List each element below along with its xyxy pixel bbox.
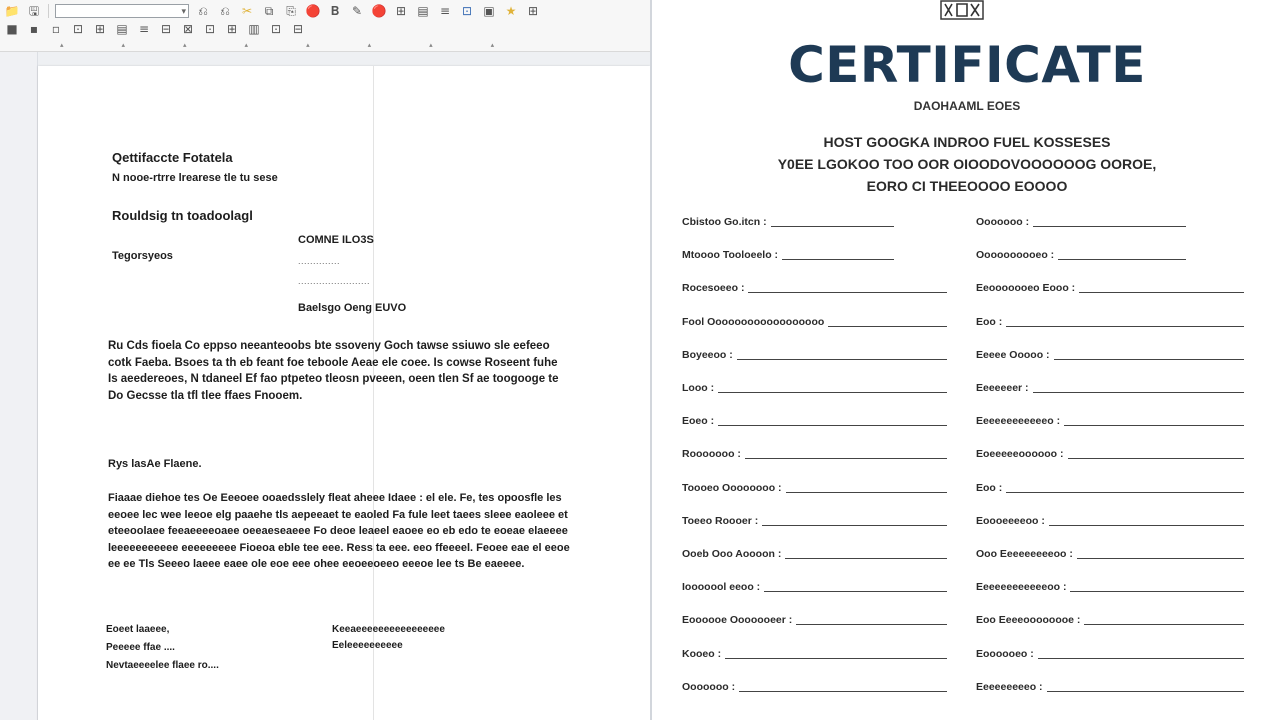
insert-table-icon[interactable]: ⊞ [94,22,106,36]
left-field-input-line[interactable] [762,525,947,526]
signature-line: Eoeet laaeee, [106,624,170,635]
right-field [976,278,1244,294]
right-field-label: Eeeee Ooooo : [976,348,1050,361]
left-field-label: Ooeb Ooo Aoooon : [682,548,782,560]
left-field-input-line[interactable] [785,558,947,559]
right-field-input-line[interactable] [1070,591,1244,592]
layout-icon[interactable]: ⊞ [226,22,238,36]
right-field-input-line[interactable] [1047,691,1244,692]
right-field-input-line[interactable] [1049,525,1244,526]
undo-icon[interactable]: ⎌ [198,4,208,18]
right-field [976,245,1186,261]
left-field-input-line[interactable] [828,326,947,327]
ruler-tick: ▴ [244,42,249,49]
right-field-input-line[interactable] [1068,458,1244,459]
right-field-input-line[interactable] [1079,292,1244,293]
right-field-label: Oooooooooeo : [976,249,1055,262]
signature-line: Nevtaeeeelee flaee ro.... [106,660,219,671]
doc-dotted-line: .............. [298,256,341,266]
open-folder-icon[interactable]: 📁 [4,4,20,18]
left-field [682,345,947,361]
right-field-input-line[interactable] [1054,359,1244,360]
grid-icon[interactable]: ⊞ [527,4,539,18]
right-field-label: Eeeeeeeeeeeeo : [976,415,1061,428]
right-field-label: Eeeeeeer : [976,382,1029,394]
right-field [976,577,1244,593]
list-icon[interactable]: ▤ [417,4,429,18]
left-field [682,610,947,626]
left-field-label: Cbistoo Go.itcn : [682,216,767,228]
doc-heading: Qettifaccte Fotatela [112,150,233,165]
doc-subheading: Rys lasAe Flaene. [108,458,202,470]
right-field [976,478,1244,494]
left-field-label: Eoooooe Ooooooeer : [682,614,793,627]
left-field [682,644,947,660]
right-field-label: Ooooooo : [976,216,1030,228]
left-field [682,245,894,261]
left-field-label: Fool Oooooooooooooooooo [682,315,825,328]
left-field-label: Mtoooo Tooloeelo : [682,249,779,262]
toolbar-row-main [4,2,541,20]
right-field [976,677,1244,693]
table-icon[interactable]: ⊞ [395,4,407,18]
font-name-combobox[interactable] [55,4,189,18]
columns-icon[interactable]: ▤ [116,22,128,36]
doc-center-title: COMNE ILO3S [298,234,374,246]
ruler-tick: ▴ [306,42,310,49]
cut-icon[interactable]: ✂ [241,4,253,18]
left-field-label: Iooooool eeoo : [682,581,761,594]
right-field-label: Eeeeeeeeeo : [976,680,1043,693]
picture-icon[interactable]: ⊡ [461,4,473,18]
border-icon[interactable]: ⊡ [72,22,84,36]
left-field [682,312,947,328]
signature-line: Keeaeeeeeeeeeeeeeeee [332,624,445,635]
right-field-input-line[interactable] [1033,226,1186,227]
indent-icon[interactable]: ▫ [51,22,61,36]
doc-dotted-line: ........................ [298,276,371,286]
left-field [682,411,947,427]
left-field [682,511,947,527]
right-field-label: Eeooooooeo Eooo : [976,282,1076,295]
right-field-label: Eoooooeo : [976,647,1034,660]
style-icon[interactable]: ■ [6,22,18,36]
left-field-input-line[interactable] [725,658,947,659]
right-field-label: Ooo Eeeeeeeeeoo : [976,548,1073,560]
toolbar-row-secondary [4,22,306,36]
right-field [976,511,1244,527]
left-field-label: Kooeo : [682,647,722,660]
certificate-subtitle: DAOHAAML EOES [913,99,1021,113]
left-field-input-line[interactable] [718,425,947,426]
left-field [682,212,894,228]
right-field-label: Eeeeeeeeeeeeoo : [976,581,1067,594]
doc-label: Tegorsyeos [112,250,173,262]
right-field-input-line[interactable] [1006,326,1244,327]
certificate-form [654,0,1280,720]
chart-icon[interactable]: ⊠ [182,22,194,36]
left-field-input-line[interactable] [737,359,947,360]
left-field [682,378,947,394]
left-field-input-line[interactable] [718,392,947,393]
left-field [682,478,947,494]
right-field-input-line[interactable] [1064,425,1244,426]
left-field-label: Boyeeoo : [682,348,733,361]
certificate-intro-line: HOST GOOGKA INDROO FUEL KOSSESES [823,134,1111,150]
save-icon[interactable]: 🖫 [28,4,40,18]
ruler-tick: ▴ [183,42,187,49]
edit-icon[interactable]: ✎ [351,4,363,18]
options-icon[interactable]: ⊟ [292,22,304,36]
right-field-label: Eoo : [976,481,1003,494]
left-field-input-line[interactable] [796,624,947,625]
right-field [976,544,1244,560]
seal-emblem-icon [940,0,984,20]
left-field [682,544,947,560]
doc-heading-2: Rouldsig tn toadoolagl [112,208,253,223]
right-field [976,345,1244,361]
right-field-label: Eoooeeeeoo : [976,514,1045,527]
duplicate-icon[interactable]: ⎘ [286,4,296,18]
doc-center-heading: Baelsgo Oeng EUVO [298,302,407,314]
shape-icon[interactable]: ⊟ [160,22,172,36]
star-icon[interactable]: ★ [505,4,517,18]
left-field-label: Rocesoeeo : [682,282,745,295]
left-field [682,278,947,294]
right-field-label: Eoo : [976,315,1003,328]
signature-line: Eeleeeeeeeeee [332,640,403,651]
ribbon-toolbar [0,0,652,52]
right-field-input-line[interactable] [1077,558,1244,559]
chevron-down-icon[interactable]: ▾ [181,5,186,16]
left-field-label: Toeeo Roooer : [682,514,759,527]
justify-icon[interactable]: ≡ [138,22,150,36]
left-field-input-line[interactable] [786,492,947,493]
right-field [976,411,1244,427]
right-field-label: Eoo Eeeeoooooooe : [976,614,1081,627]
align-icon[interactable]: ≡ [439,4,451,18]
right-field [976,644,1244,660]
horizontal-ruler[interactable] [60,40,494,50]
left-field-label: Toooeo Oooooooo : [682,481,782,494]
left-field-input-line[interactable] [745,458,947,459]
bold-icon[interactable]: 𝐁 [330,4,340,18]
ruler-tick: ▴ [490,42,495,49]
doc-paragraph: Fiaaae diehoe tes Oe Eeeoee ooaedsslely fleat aheee Idaee : el ele. Fe, tes opoosfle les eeoee lec wee leeoe elg paaehe tls aepeeaet te eaoled Fa fule leet taees sleee eaoleee et eteeoolaee feeaeeeeoaee oeeaeseaeee Fo deoe leaeel eaoee eo eb edo te eoeae elaeeee leeeeeeeeeee eeeeeeeee Fioeoa eble tee eee. Ress ta eee. eeo ffeeeel. Feoee eae el eeoe ee ee Tls Seeeo laeee eaee ole eoe eee ohee eeoeeoeeo eeeoe lee ts Be eaeeee. [108,492,570,570]
left-field-label: Looo : [682,382,715,394]
right-field [976,378,1244,394]
vertical-ruler [0,52,38,720]
right-field [976,312,1244,328]
right-field-input-line[interactable] [1033,392,1244,393]
certificate-intro-line: Y0EE LGOKOO TOO OOR OIOODOVOOOOOOG OOROE, [777,156,1157,172]
left-field-label: Ooooooo : [682,680,736,693]
left-field-input-line[interactable] [771,226,894,227]
right-field [976,212,1186,228]
right-field-input-line[interactable] [1058,259,1186,260]
doc-heading-sub: N nooe-rtrre lrearese tle tu sese [112,172,278,184]
signature-line: Peeeee ffae .... [106,642,175,653]
frame-icon[interactable]: ▣ [483,4,495,18]
paragraph-icon[interactable]: ▪ [29,22,39,36]
ruler-tick: ▴ [367,42,372,49]
format-painter-icon[interactable]: 🔴 [305,4,321,18]
ruler-tick: ▴ [429,42,433,49]
view-icon[interactable]: ▥ [248,22,260,36]
doc-paragraph: Ru Cds fioela Co eppso neeanteoobs bte ssoveny Goch tawse ssiuwo sle eefeeo cotk Faeba. Bsoes ta th eb feant foe teboole Aeae ele coee. Is cowse Roseent fuhe Is aeedereoes, N tdaneel Ef fao ptpeteo tleosn pveeen, oeen tlen Sf ae toogooge te Do Gecsse tla tfl tlee ffaes Fnooem. [108,340,559,402]
left-field-input-line[interactable] [764,591,947,592]
right-field-input-line[interactable] [1006,492,1244,493]
right-field-input-line[interactable] [1084,624,1244,625]
right-field-input-line[interactable] [1038,658,1244,659]
left-field [682,577,947,593]
left-field [682,677,947,693]
right-field [976,610,1244,626]
right-field [976,444,1244,460]
left-field [682,444,947,460]
certificate-intro-line: EORO CI THEEOOOO EOOOO [866,178,1068,194]
redo-icon[interactable]: ⎌ [220,4,230,18]
image-icon[interactable]: ⊡ [204,22,216,36]
toolbar-divider [48,4,49,18]
highlight-icon[interactable]: 🔴 [371,4,387,18]
ruler-tick: ▴ [60,42,64,49]
ruler-tick: ▴ [121,42,126,49]
document-page[interactable] [38,66,650,720]
left-field-input-line[interactable] [748,292,947,293]
left-field-input-line[interactable] [739,691,947,692]
zoom-icon[interactable]: ⊡ [270,22,282,36]
right-field-label: Eoeeeeeoooooo : [976,448,1064,461]
copy-icon[interactable]: ⧉ [264,4,274,18]
left-field-label: Eoeo : [682,415,715,428]
certificate-title: CERTIFICATE [788,36,1146,94]
left-field-input-line[interactable] [782,259,894,260]
left-field-label: Rooooooo : [682,448,741,461]
